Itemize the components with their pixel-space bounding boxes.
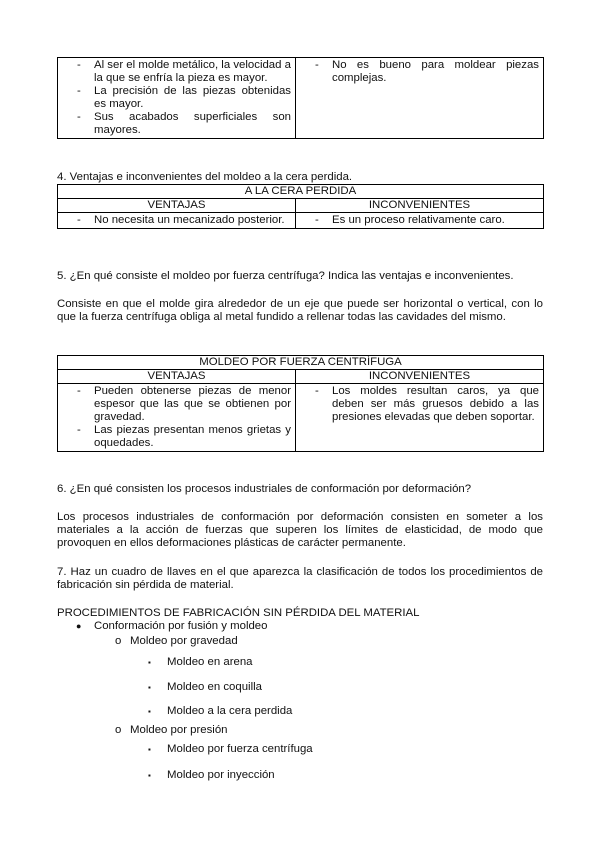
section6-question: 6. ¿En qué consisten los procesos industriales de conformación por deformación? — [57, 483, 472, 495]
list-item: - Los moldes resultan caros, ya que deben ser más gruesos debido a las presiones elevadas que deben soportar. — [315, 385, 539, 423]
section6-answer: Los procesos industriales de conformación por deformación consisten en someter a los materiales a la acción de fuerzas que superen los límites de elasticidad, de modo que provoquen en ellos deformaciones plásticas de carácter permanente. — [57, 511, 543, 549]
circle-icon: o — [115, 635, 122, 647]
advantages-cell — [58, 384, 296, 452]
square-bullet-icon: ▪ — [148, 707, 151, 716]
list-item: - Sus acabados superficiales son mayores. — [77, 111, 291, 136]
document-page: - Al ser el molde metálico, la velocidad a la que se enfría la pieza es mayor. - La precisión de las piezas obtenidas es mayor. - Sus acabados superficiales son mayores. - No es bueno para moldear piezas complejas. 4. Ventajas e inconvenientes del moldeo a la cera perdida. A LA CERA PERDIDA VENTAJAS INCONVENIENTES - No necesita un mecanizado posterior. - Es un proceso relativamente caro. 5. ¿En qué consiste el moldeo por fuerza centrífuga? Indica las ventajas e inconvenientes. Consiste en que el molde gira alrededor de un eje que puede ser horizontal o vertical, con lo que la fuerza centrífuga obliga al metal fundido a rellenar todas las cavidades del mismo. MOLDEO POR FUERZA CENTRÍFUGA VENTAJAS INCONVENIENTES - Pueden obtenerse piezas de menor espesor que las que se obtienen por gravedad. - Las piezas presentan menos grietas y oquedades. - Los moldes resultan caros, ya que deben ser más gruesos debido a las presiones elevadas que deben soportar. 6. ¿En qué consisten los procesos industriales de conformación por deformación? Los procesos industriales de conformación por deformación consisten en someter a los materiales a la acción de fuerzas que superen los límites de elasticidad, de modo que provoquen en ellos deformaciones plásticas de carácter permanente. 7. Haz un cuadro de llaves en el que aparezca la clasificación de todos los procedimientos de fabricación sin pérdida de material. PROCEDIMIENTOS DE FABRICACIÓN SIN PÉRDIDA DEL MATERIAL ● Conformación por fusión y moldeo o Moldeo por gravedad ▪ Moldeo en arena ▪ Moldeo en coquilla ▪ Moldeo a la cera perdida o Moldeo por presión ▪ Moldeo por fuerza centrífuga ▪ Moldeo por inyección — [57, 59, 543, 781]
list-item: - Es un proceso relativamente caro. — [315, 214, 505, 226]
section5-question: 5. ¿En qué consiste el moldeo por fuerza centrífuga? Indica las ventajas e inconvenientes. — [57, 270, 514, 282]
list-item: - La precisión de las piezas obtenidas es mayor. — [77, 85, 291, 110]
table-title: MOLDEO POR FUERZA CENTRÍFUGA — [58, 356, 544, 370]
disadvantages-cell — [296, 58, 544, 139]
list-item: - Pueden obtenerse piezas de menor espesor que las que se obtienen por gravedad. — [77, 385, 291, 423]
section5-answer: Consiste en que el molde gira alrededor de un eje que puede ser horizontal o vertical, con lo que la fuerza centrífuga obliga al metal fundido a rellenar todas las cavidades del mismo. — [57, 298, 543, 323]
column-header-advantages: VENTAJAS — [58, 370, 296, 384]
column-header-disadvantages: INCONVENIENTES — [296, 199, 544, 213]
column-header-advantages: VENTAJAS — [58, 199, 296, 213]
advantages-cell — [58, 58, 296, 139]
section7-question: 7. Haz un cuadro de llaves en el que aparezca la clasificación de todos los procedimientos de fabricación sin pérdida de material. — [57, 566, 543, 591]
square-bullet-icon: ▪ — [148, 683, 151, 692]
section4-heading: 4. Ventajas e inconvenientes del moldeo a la cera perdida. — [57, 171, 353, 183]
square-bullet-icon: ▪ — [148, 658, 151, 667]
list-item: - Las piezas presentan menos grietas y oquedades. — [77, 424, 291, 449]
list-item: - No es bueno para moldear piezas complejas. — [315, 59, 539, 84]
advantages-cell — [58, 213, 296, 229]
list-item: - Al ser el molde metálico, la velocidad a la que se enfría la pieza es mayor. — [77, 59, 291, 84]
disadvantages-cell — [296, 213, 544, 229]
bullet-icon: ● — [76, 621, 82, 631]
disadvantages-cell — [296, 384, 544, 452]
column-header-disadvantages: INCONVENIENTES — [296, 370, 544, 384]
table-lost-wax — [57, 184, 544, 229]
list-item: - No necesita un mecanizado posterior. — [77, 214, 285, 226]
list-title: PROCEDIMIENTOS DE FABRICACIÓN SIN PÉRDIDA DEL MATERIAL — [57, 607, 420, 619]
square-bullet-icon: ▪ — [148, 771, 151, 780]
square-bullet-icon: ▪ — [148, 745, 151, 754]
table-metal-mold — [57, 57, 544, 139]
circle-icon: o — [115, 724, 122, 736]
table-title: A LA CERA PERDIDA — [58, 185, 544, 199]
table-centrifugal — [57, 355, 544, 452]
